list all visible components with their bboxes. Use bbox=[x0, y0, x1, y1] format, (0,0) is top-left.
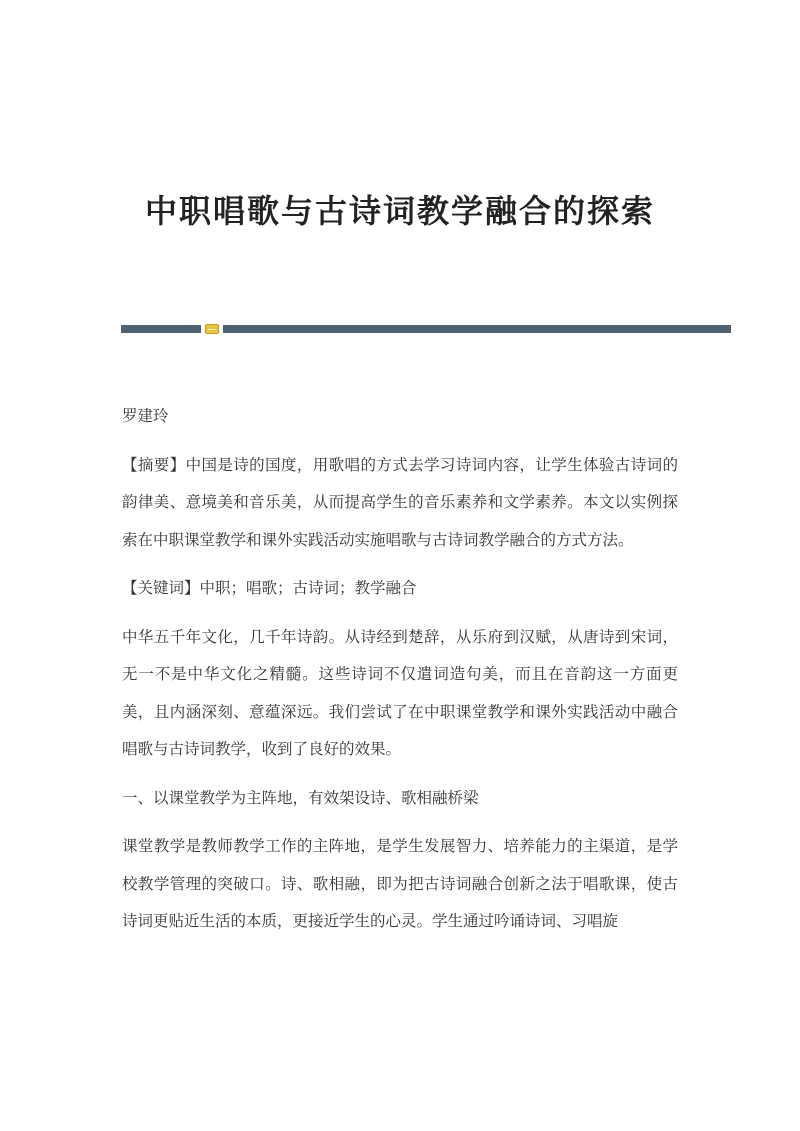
title-divider bbox=[121, 325, 731, 333]
divider-left-segment bbox=[121, 325, 201, 333]
intro-paragraph: 中华五千年文化，几千年诗韵。从诗经到楚辞，从乐府到汉赋，从唐诗到宋词，无一不是中华文化之精髓。这些诗词不仅遣词造句美，而且在音韵这一方面更美，且内涵深刻、意蕴深远。我们尝试了在中职课堂教学和课外实践活动中融合唱歌与古诗词教学，收到了良好的效果。 bbox=[122, 627, 678, 758]
divider-right-segment bbox=[223, 325, 731, 333]
document-title: 中职唱歌与古诗词教学融合的探索 bbox=[144, 192, 655, 230]
section-paragraph: 课堂教学是教师教学工作的主阵地，是学生发展智力、培养能力的主渠道，是学校教学管理的突破口。诗、歌相融，即为把古诗词融合创新之法于唱歌课，使古诗词更贴近生活的本质，更接近学生的心灵。学生通过吟诵诗词、习唱旋 bbox=[122, 837, 678, 930]
document-body bbox=[122, 398, 678, 952]
divider-emblem-icon bbox=[205, 324, 219, 334]
section-heading: 一、以课堂教学为主阵地，有效架设诗、歌相融桥梁 bbox=[122, 788, 479, 807]
abstract-paragraph: 【摘要】中国是诗的国度，用歌唱的方式去学习诗词内容，让学生体验古诗词的韵律美、意境美和音乐美，从而提高学生的音乐素养和文学素养。本文以实例探索在中职课堂教学和课外实践活动实施唱歌与古诗词教学融合的方式方法。 bbox=[122, 455, 678, 549]
keywords-paragraph: 【关键词】中职；唱歌；古诗词；教学融合 bbox=[122, 579, 417, 597]
author-name: 罗建玲 bbox=[122, 407, 169, 425]
